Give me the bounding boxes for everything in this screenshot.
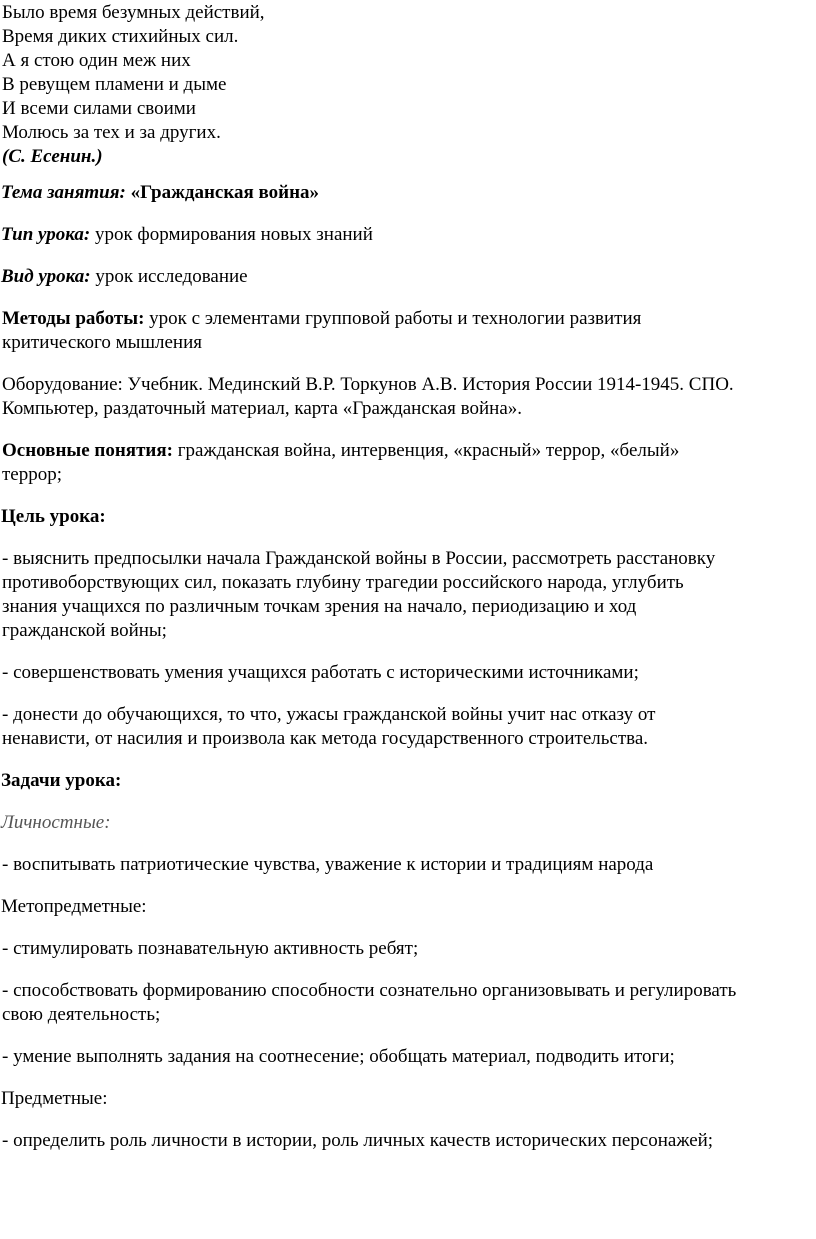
methods-text: урок с элементами групповой работы и технологии развития	[149, 308, 642, 329]
epigraph-line: Молюсь за тех и за других.	[2, 122, 221, 143]
epigraph	[1, 1, 816, 169]
goal-item-line: противоборствующих сил, показать глубину трагедии российского народа, углубить	[2, 572, 684, 593]
epigraph-line: Было время безумных действий,	[2, 2, 265, 23]
methods-paragraph	[1, 307, 816, 355]
epigraph-line: Время диких стихийных сил.	[2, 26, 239, 47]
lesson-type-line	[1, 223, 816, 247]
topic-line	[1, 181, 816, 205]
equipment-paragraph	[1, 373, 816, 421]
task-item-line: - воспитывать патриотические чувства, уважение к истории и традициям народа	[2, 854, 654, 875]
task-item-line: - способствовать формированию способности сознательно организовывать и регулировать	[2, 980, 737, 1001]
task-item	[1, 1129, 816, 1153]
goal-item-line: - совершенствовать умения учащихся работать с историческими источниками;	[2, 662, 639, 683]
concepts-label: Основные понятия:	[2, 440, 173, 461]
epigraph-line: И всеми силами своими	[2, 98, 196, 119]
methods-label: Методы работы:	[2, 308, 145, 329]
subject-label: Предметные:	[1, 1088, 108, 1109]
lesson-kind-label: Вид урока:	[1, 266, 91, 287]
concepts-paragraph	[1, 439, 816, 487]
task-item	[1, 937, 816, 961]
task-item	[1, 979, 816, 1027]
goal-heading-line	[1, 505, 816, 529]
tasks-heading-line	[1, 769, 816, 793]
task-item-line: свою деятельность;	[2, 1004, 161, 1025]
epigraph-line: В ревущем пламени и дыме	[2, 74, 227, 95]
task-item-line: - стимулировать познавательную активность ребят;	[2, 938, 419, 959]
equipment-text: Оборудование: Учебник. Мединский В.Р. Торкунов А.В. История России 1914-1945. СПО.	[2, 374, 734, 395]
personal-label: Личностные:	[1, 812, 111, 833]
task-item	[1, 1045, 816, 1069]
lesson-kind-value: урок исследование	[95, 266, 248, 287]
goal-item	[1, 661, 816, 685]
goal-item-line: гражданской войны;	[2, 620, 167, 641]
concepts-text-cont: террор;	[2, 464, 63, 485]
lesson-type-label: Тип урока:	[1, 224, 91, 245]
goal-heading: Цель урока:	[1, 506, 106, 527]
methods-text-cont: критического мышления	[2, 332, 203, 353]
task-item-line: - умение выполнять задания на соотнесение; обобщать материал, подводить итоги;	[2, 1046, 675, 1067]
task-item-line: - определить роль личности в истории, роль личных качеств исторических персонажей;	[2, 1130, 714, 1151]
epigraph-author: (С. Есенин.)	[2, 146, 103, 167]
goal-item	[1, 703, 816, 751]
meta-label: Метопредметные:	[1, 896, 147, 917]
topic-label: Тема занятия:	[1, 182, 126, 203]
equipment-text-cont: Компьютер, раздаточный материал, карта «Гражданская война».	[2, 398, 523, 419]
topic-value: «Гражданская война»	[130, 182, 320, 203]
goal-item-line: ненависти, от насилия и произвола как метода государственного строительства.	[2, 728, 649, 749]
goal-item-line: - донести до обучающихся, то что, ужасы гражданской войны учит нас отказу от	[2, 704, 656, 725]
epigraph-line: А я стою один меж них	[2, 50, 191, 71]
personal-label-line	[1, 811, 816, 835]
lesson-kind-line	[1, 265, 816, 289]
goal-item-line: знания учащихся по различным точкам зрения на начало, периодизацию и ход	[2, 596, 637, 617]
concepts-text: гражданская война, интервенция, «красный» террор, «белый»	[177, 440, 680, 461]
lesson-type-value: урок формирования новых знаний	[94, 224, 373, 245]
goal-item	[1, 547, 816, 643]
tasks-heading: Задачи урока:	[1, 770, 122, 791]
subject-label-line	[1, 1087, 816, 1111]
goal-item-line: - выяснить предпосылки начала Гражданской войны в России, рассмотреть расстановку	[2, 548, 716, 569]
meta-label-line	[1, 895, 816, 919]
task-item	[1, 853, 816, 877]
